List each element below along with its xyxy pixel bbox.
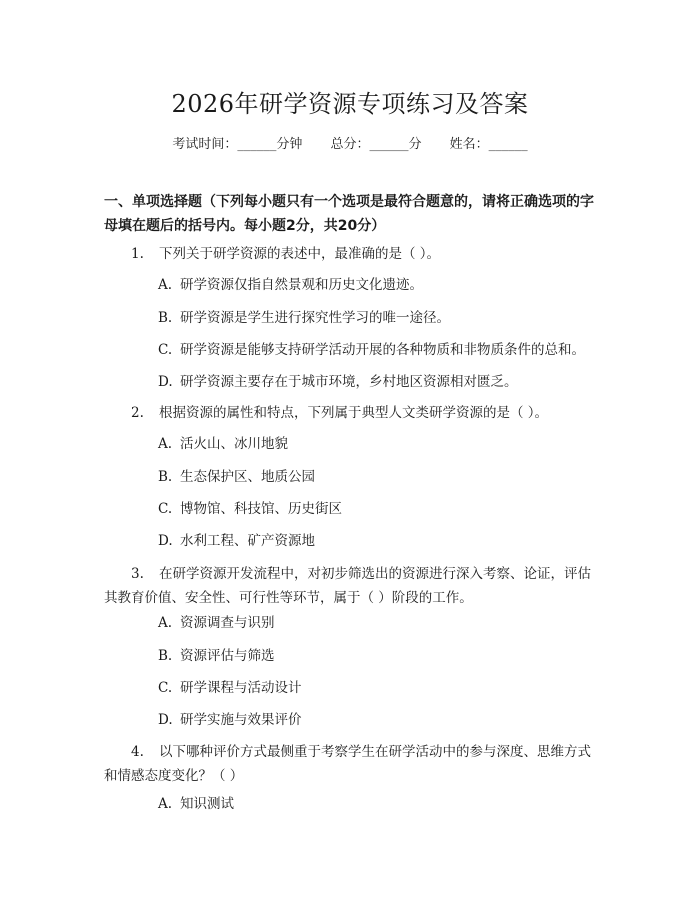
section-heading: 一、单项选择题（下列每小题只有一个选项是最符合题意的，请将正确选项的字母填在题后的括号内。每小题2分，共20分）	[104, 194, 594, 234]
question-text: 下列关于研学资源的表述中，最准确的是（ ）。	[159, 246, 441, 262]
option-text: 研学资源主要存在于城市环境，乡村地区资源相对匮乏。	[180, 374, 518, 390]
question-3-option-a	[158, 613, 598, 633]
option-letter: B.	[158, 648, 173, 664]
option-text: 博物馆、科技馆、历史街区	[180, 501, 342, 517]
option-letter: A.	[158, 436, 173, 452]
page-title: 2026年研学资源专项练习及答案	[171, 90, 529, 118]
option-letter: B.	[158, 310, 173, 326]
question-2-option-d	[158, 531, 598, 551]
total-score-field: 总分：______分	[330, 137, 422, 152]
question-2-option-b	[158, 467, 598, 487]
question-number: 3.	[131, 566, 144, 582]
option-text: 研学资源仅指自然景观和历史文化遗迹。	[180, 277, 423, 293]
option-text: 知识测试	[180, 796, 234, 812]
question-1-option-b	[158, 308, 598, 328]
question-3-option-c	[158, 678, 598, 698]
question-1-option-c	[158, 340, 598, 360]
option-letter: D.	[158, 374, 173, 390]
question-text: 以下哪种评价方式最侧重于考察学生在研学活动中的参与深度、思维方式和情感态度变化？（ ）	[104, 744, 591, 784]
option-text: 研学资源是能够支持研学活动开展的各种物质和非物质条件的总和。	[180, 342, 585, 358]
question-number: 2.	[131, 405, 144, 421]
option-letter: B.	[158, 469, 173, 485]
question-4	[104, 740, 600, 788]
option-letter: C.	[158, 501, 173, 517]
option-letter: C.	[158, 680, 173, 696]
question-1-option-d	[158, 372, 598, 392]
exam-time-field: 考试时间：______分钟	[172, 137, 303, 152]
question-number: 4.	[131, 744, 144, 760]
option-text: 资源评估与筛选	[180, 648, 275, 664]
question-2-option-a	[158, 434, 598, 454]
question-1-option-a	[158, 275, 598, 295]
option-text: 研学实施与效果评价	[180, 712, 302, 728]
option-text: 研学资源是学生进行探究性学习的唯一途径。	[180, 310, 450, 326]
option-text: 水利工程、矿产资源地	[180, 533, 315, 549]
question-4-option-a	[158, 794, 598, 814]
question-3-option-d	[158, 710, 598, 730]
option-letter: C.	[158, 342, 173, 358]
option-letter: D.	[158, 533, 173, 549]
question-3-option-b	[158, 646, 598, 666]
option-text: 生态保护区、地质公园	[180, 469, 315, 485]
option-letter: A.	[158, 277, 173, 293]
question-3	[104, 562, 600, 610]
name-field: 姓名：______	[449, 137, 528, 152]
option-letter: A.	[158, 796, 173, 812]
option-text: 活火山、冰川地貌	[180, 436, 288, 452]
option-text: 资源调查与识别	[180, 615, 275, 631]
option-letter: A.	[158, 615, 173, 631]
question-text: 在研学资源开发流程中，对初步筛选出的资源进行深入考察、论证，评估其教育价值、安全性、可行性等环节，属于（ ）阶段的工作。	[104, 566, 591, 606]
question-number: 1.	[131, 246, 144, 262]
question-text: 根据资源的属性和特点，下列属于典型人文类研学资源的是（ ）。	[159, 405, 549, 421]
question-2	[104, 401, 600, 425]
option-text: 研学课程与活动设计	[180, 680, 302, 696]
exam-info-row	[0, 133, 700, 152]
option-letter: D.	[158, 712, 173, 728]
question-2-option-c	[158, 499, 598, 519]
question-1	[104, 242, 600, 266]
